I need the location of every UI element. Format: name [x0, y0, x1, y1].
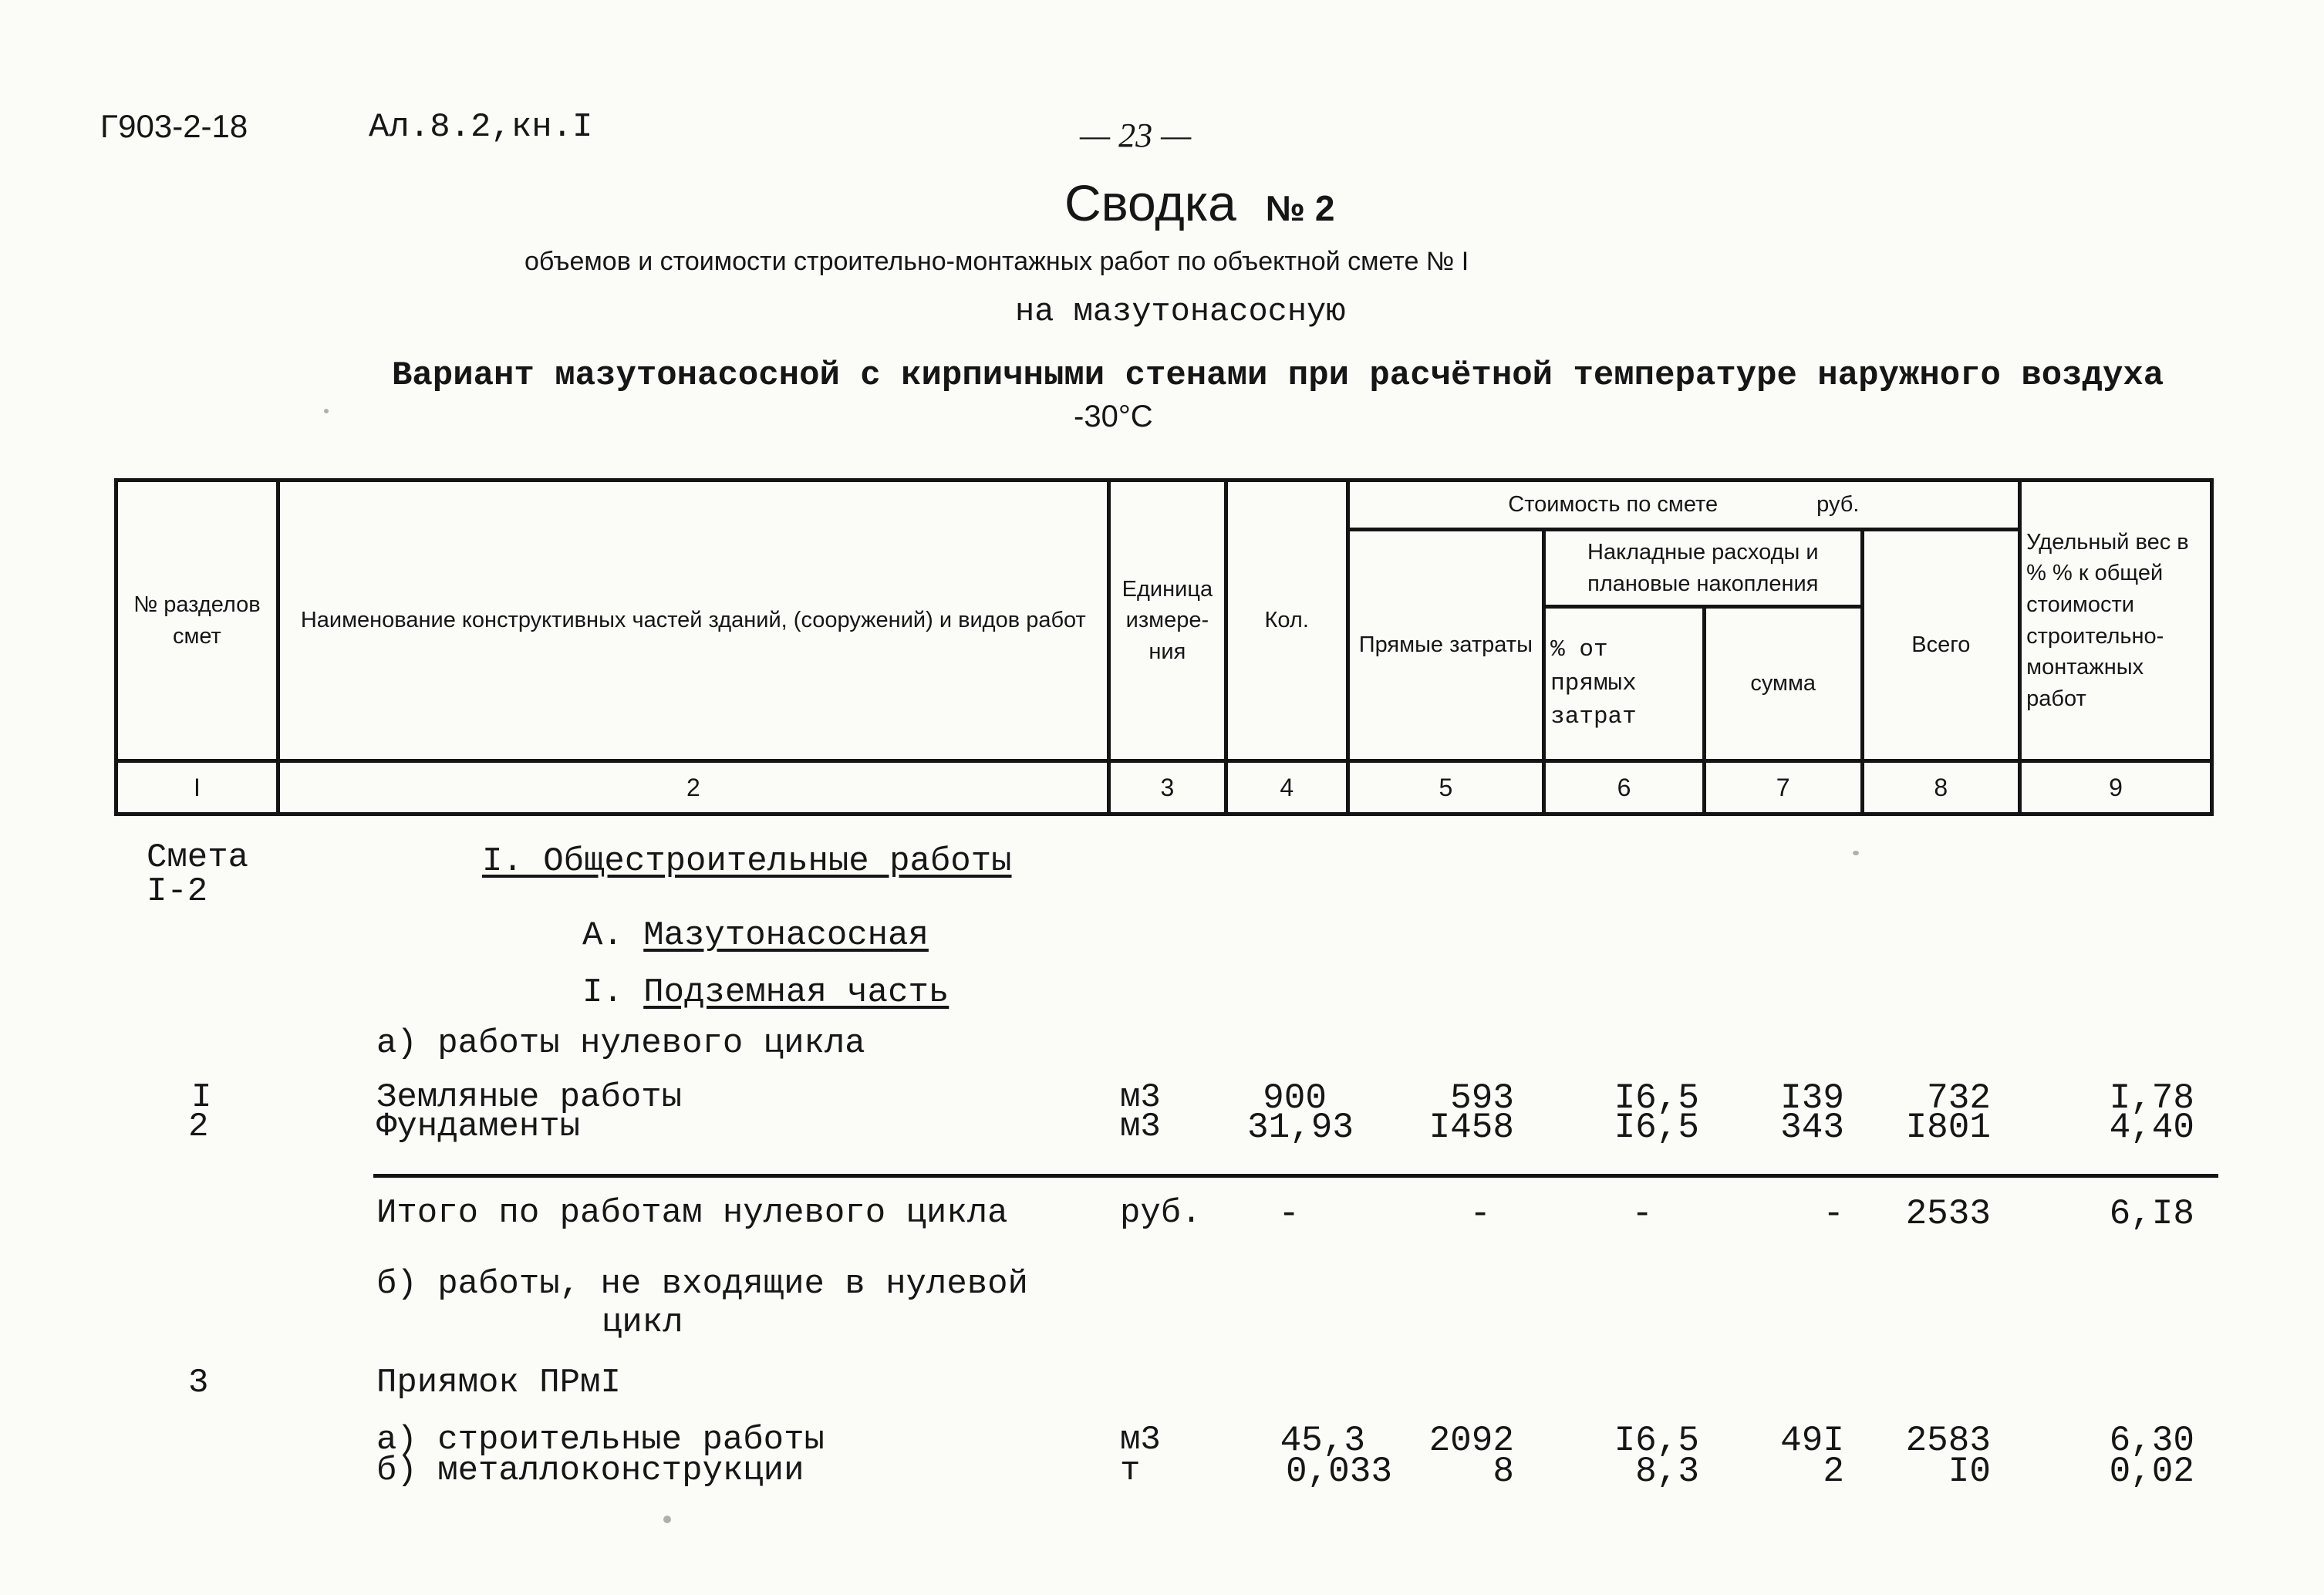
album-reference: Ал.8.2,кн.I [369, 108, 593, 147]
row-2-share: 4,40 [2109, 1108, 2194, 1148]
col-header-cost-group [1348, 481, 2020, 530]
col-number-3: 3 [1108, 761, 1226, 814]
section-underground-heading [582, 973, 949, 1012]
title-main: Сводка [1064, 174, 1236, 231]
summary-table-header [114, 478, 2214, 816]
section-heading-text: I. Общестроительные работы [482, 842, 1012, 881]
smeta-number: I-2 [147, 872, 208, 911]
row-1-sum: I39 [1780, 1078, 1844, 1118]
col-header-overhead-sum: сумма [1704, 607, 1862, 761]
smeta-label: Смета [147, 838, 249, 877]
row-2-sum: 343 [1780, 1108, 1844, 1148]
scan-speck [1853, 851, 1859, 855]
document-subtitle-object: на мазутонасосную [1015, 293, 1346, 330]
subsection-zero-cycle: а) работы нулевого цикла [376, 1024, 865, 1063]
row-3a-pct: I6,5 [1614, 1421, 1699, 1461]
scan-speck [324, 409, 329, 413]
row-2-name: Фундаменты [376, 1108, 581, 1146]
row-1-qty: 900 [1263, 1078, 1327, 1118]
total-row-direct: - [1469, 1194, 1491, 1234]
total-row-qty: - [1278, 1194, 1300, 1234]
row-1-total: 732 [1927, 1078, 1991, 1118]
cost-group-unit: руб. [1816, 492, 1860, 518]
col-header-overhead-pct: % от прямых затрат [1544, 607, 1705, 761]
col-number-4: 4 [1226, 761, 1348, 814]
row-2-no: 2 [188, 1108, 209, 1146]
col-number-5: 5 [1348, 761, 1544, 814]
row-3-no: 3 [188, 1364, 209, 1402]
row-3b-share: 0,02 [2109, 1452, 2194, 1492]
row-1-name: Земляные работы [376, 1078, 683, 1117]
row-3a-unit: м3 [1120, 1421, 1161, 1459]
row-3a-direct: 2092 [1428, 1421, 1514, 1461]
col-number-8: 8 [1862, 761, 2020, 814]
row-3b-name: б) металлоконструкции [376, 1452, 804, 1490]
row-3a-name: а) строительные работы [376, 1421, 825, 1459]
smeta-reference [147, 838, 249, 911]
total-row-pct: - [1631, 1194, 1653, 1234]
col-header-total: Всего [1862, 530, 2020, 761]
scan-speck [663, 1516, 671, 1523]
col-header-unit: Единица измере-ния [1108, 481, 1226, 761]
total-row-unit: руб. [1120, 1194, 1202, 1232]
total-row-share: 6,I8 [2109, 1194, 2194, 1234]
row-3a-qty: 45,3 [1280, 1421, 1365, 1461]
row-3b-unit: т [1120, 1452, 1141, 1490]
row-2-pct: I6,5 [1614, 1108, 1699, 1148]
row-2-qty: 31,93 [1246, 1108, 1354, 1148]
col-number-6: 6 [1544, 761, 1705, 814]
col-header-overhead-group: Накладные расходы и плановые накопления [1544, 530, 1862, 607]
col-header-qty: Кол. [1226, 481, 1348, 761]
section-a-title: Мазутонасосная [643, 916, 929, 955]
row-3b-qty: 0,033 [1285, 1452, 1392, 1492]
col-header-name: Наименование конструктивных частей зданий, (сооружений) и видов работ [278, 481, 1108, 761]
row-3b-direct: 8 [1493, 1452, 1514, 1492]
row-1-unit: м3 [1120, 1078, 1161, 1117]
row-2-total: I801 [1905, 1108, 1991, 1148]
total-row-total: 2533 [1905, 1194, 1991, 1234]
row-3b-total: I0 [1948, 1452, 1991, 1492]
total-separator-line [373, 1174, 2218, 1178]
title-number: № 2 [1265, 188, 1335, 228]
document-subtitle: объемов и стоимости строительно-монтажных работ по объектной смете № I [525, 247, 1469, 276]
col-header-section-no: № разделов смет [116, 481, 278, 761]
col-number-2: 2 [278, 761, 1108, 814]
row-1-no: I [191, 1078, 212, 1117]
row-1-direct: 593 [1450, 1078, 1514, 1118]
col-number-7: 7 [1704, 761, 1862, 814]
row-1-pct: I6,5 [1614, 1078, 1699, 1118]
section-a-heading [582, 916, 929, 955]
subsection-non-zero-cycle-line1: б) работы, не входящие в нулевой [376, 1265, 1028, 1303]
section-a-prefix: А. [582, 916, 623, 955]
section-underground-title: Подземная часть [643, 973, 950, 1012]
cost-group-label: Стоимость по смете [1508, 492, 1719, 518]
document-title [1064, 174, 1334, 232]
page-number: — 23 — [1080, 116, 1192, 154]
row-3-name: Приямок ПРмI [376, 1364, 621, 1402]
section-general-construction [482, 842, 1012, 881]
row-3b-pct: 8,3 [1635, 1452, 1699, 1492]
row-3a-sum: 49I [1780, 1421, 1844, 1461]
variant-description: Вариант мазутонасосной с кирпичными стенами при расчётной температуре наружного воздуха [392, 356, 2164, 395]
col-number-1: I [116, 761, 278, 814]
row-3a-total: 2583 [1905, 1421, 1991, 1461]
col-header-share: Удельный вес в % % к общей стоимости строительно-монтажных работ [2020, 481, 2212, 761]
total-row-sum: - [1823, 1194, 1844, 1234]
col-header-direct: Прямые затраты [1348, 530, 1544, 761]
row-2-unit: м3 [1120, 1108, 1161, 1146]
row-3a-share: 6,30 [2109, 1421, 2194, 1461]
section-underground-prefix: I. [582, 973, 623, 1012]
subsection-non-zero-cycle-line2: цикл [602, 1303, 683, 1342]
document-code: Γ903-2-18 [100, 108, 248, 144]
row-3b-sum: 2 [1823, 1452, 1844, 1492]
variant-temperature: -30°C [1074, 400, 1153, 433]
row-2-direct: I458 [1428, 1108, 1514, 1148]
col-number-9: 9 [2020, 761, 2212, 814]
total-row-name: Итого по работам нулевого цикла [376, 1194, 1008, 1232]
row-1-share: I,78 [2109, 1078, 2194, 1118]
